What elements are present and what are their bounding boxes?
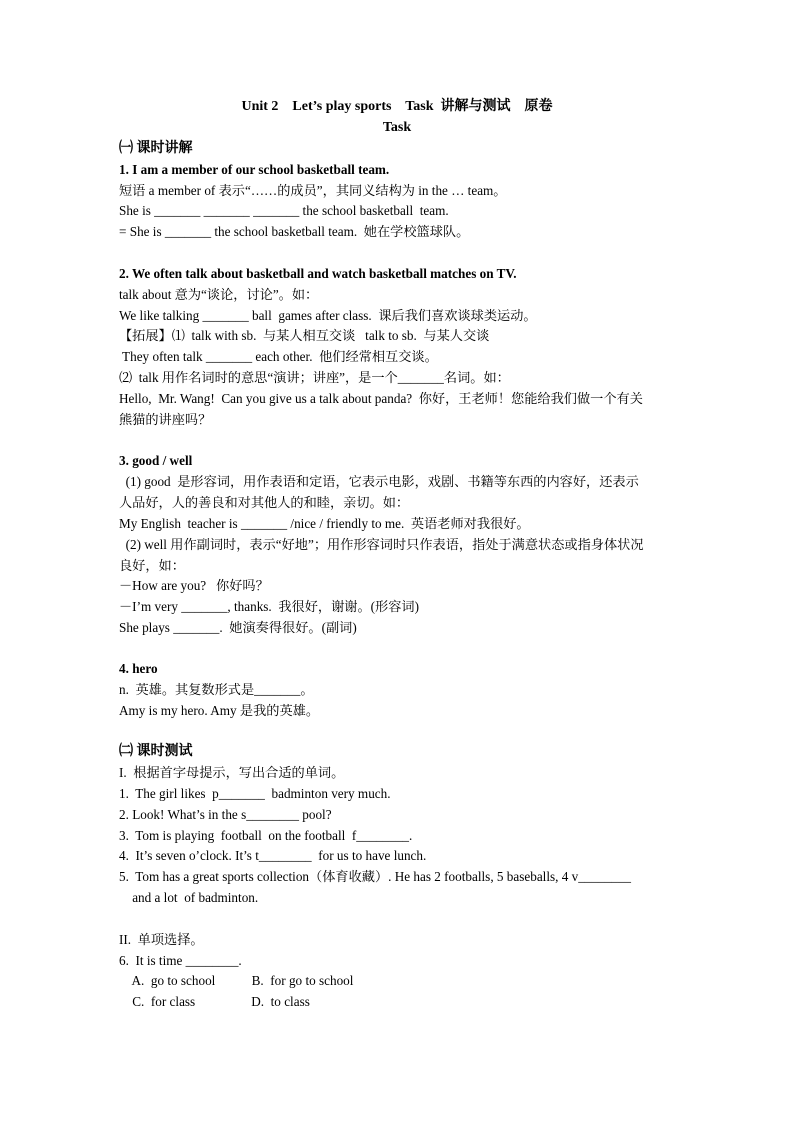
item-2-line: ⑵ talk 用作名词时的意思“演讲；讲座”，是一个_______名词。如：	[119, 370, 510, 385]
options-row: C. for class D. to class	[119, 994, 310, 1009]
item-3-title: 3. good / well	[119, 453, 193, 468]
item-4-line: Amy is my hero. Amy 是我的英雄。	[119, 703, 320, 718]
document-title: Unit 2 Let’s play sports Task 讲解与测试 原卷	[241, 99, 553, 114]
item-2-line: 【拓展】⑴ talk with sb. 与某人相互交谈 talk to sb. 与某人交谈	[119, 328, 490, 343]
item-3-line: (2) well 用作副词时，表示“好地”；用作形容词时只作表语，指处于满意状态或指身体状况	[119, 537, 644, 552]
item-4-title: 4. hero	[119, 661, 158, 676]
item-3-line: (1) good 是形容词，用作表语和定语，它表示电影，戏剧、书籍等东西的内容好，还表示	[119, 474, 639, 489]
item-1-line: = She is _______ the school basketball team. 她在学校篮球队。	[119, 224, 470, 239]
item-3-line: She plays _______. 她演奏得很好。(副词)	[119, 620, 357, 635]
item-2-line: They often talk _______ each other. 他们经常相互交谈。	[119, 349, 438, 364]
section-heading-lecture: ㈠ 课时讲解	[119, 141, 193, 156]
question-line: 4. It’s seven o’clock. It’s t________ for us to have lunch.	[119, 848, 427, 863]
item-3-line: 良好，如：	[119, 558, 185, 573]
question-line: and a lot of badminton.	[119, 890, 259, 905]
item-2-title: 2. We often talk about basketball and watch basketball matches on TV.	[119, 266, 517, 281]
item-1-line: She is _______ _______ _______ the school basketball team.	[119, 203, 449, 218]
section-heading-test: ㈡ 课时测试	[119, 744, 193, 759]
item-3-line: My English teacher is _______ /nice / friendly to me. 英语老师对我很好。	[119, 516, 530, 531]
item-2-line: Hello, Mr. Wang! Can you give us a talk about panda? 你好，王老师！您能给我们做一个有关	[119, 391, 643, 406]
item-1-line: 短语 a member of 表示“……的成员”，其同义结构为 in the … team。	[119, 183, 507, 198]
item-4-line: n. 英雄。其复数形式是_______。	[119, 682, 314, 697]
item-3-line: 人品好，人的善良和对其他人的和睦，亲切。如：	[119, 495, 410, 510]
item-2-line: 熊猫的讲座吗？	[119, 412, 212, 427]
item-2-line: We like talking _______ ball games after class. 课后我们喜欢谈球类运动。	[119, 308, 537, 323]
question-6: 6. It is time ________.	[119, 953, 242, 968]
part-2-title: II. 单项选择。	[119, 932, 204, 947]
item-1-title: 1. I am a member of our school basketball team.	[119, 162, 390, 177]
question-line: 2. Look! What’s in the s________ pool?	[119, 807, 332, 822]
options-row: A. go to school B. for go to school	[119, 973, 354, 988]
document-subtitle: Task	[382, 120, 412, 135]
question-line: 1. The girl likes p_______ badminton very much.	[119, 786, 391, 801]
part-1-title: I. 根据首字母提示，写出合适的单词。	[119, 765, 345, 780]
item-3-line: －How are you? 你好吗？	[119, 578, 269, 593]
item-2-line: talk about 意为“谈论，讨论”。如：	[119, 287, 319, 302]
question-line: 5. Tom has a great sports collection（体育收藏）. He has 2 footballs, 5 baseballs, 4 v________	[119, 869, 631, 884]
item-3-line: －I’m very _______, thanks. 我很好，谢谢。(形容词)	[119, 599, 419, 614]
question-line: 3. Tom is playing football on the football f________.	[119, 828, 413, 843]
